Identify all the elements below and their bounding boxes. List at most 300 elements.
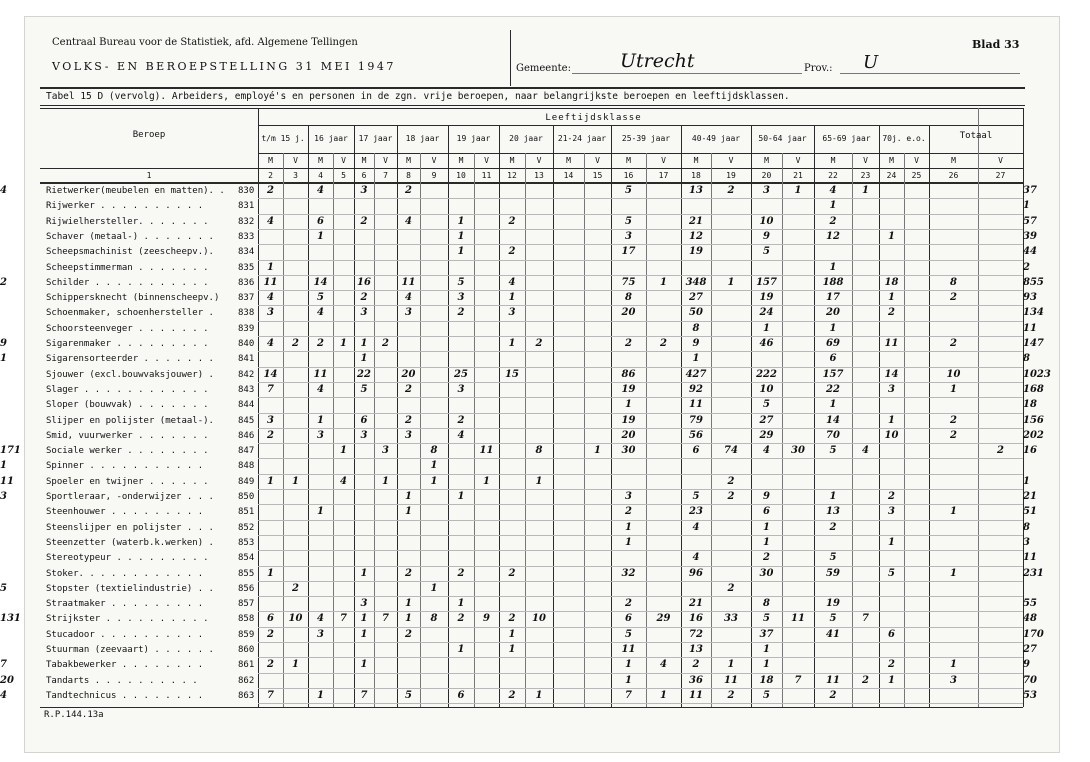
column-number: 21 (793, 171, 803, 180)
table-cell: 4 (317, 613, 324, 625)
prov-value: U (863, 52, 879, 73)
occupation-label: Tabakbewerker . . . . . . . . (46, 660, 204, 671)
sex-header: M (458, 156, 464, 165)
row-rule (258, 367, 1023, 368)
table-cell: 2 (625, 506, 632, 518)
table-cell: 4 (405, 215, 412, 227)
column-number: 12 (507, 171, 517, 180)
table-cell: 1 (888, 536, 895, 548)
table-cell: 1 (727, 659, 735, 671)
column-number: 24 (886, 171, 897, 180)
table-cell: 10 (884, 429, 899, 441)
table-cell: 8 (763, 598, 770, 610)
table-cell: 5 (457, 276, 465, 288)
number-rule (40, 168, 1023, 169)
table-cell: 6 (829, 353, 837, 365)
table-cell: 4 (0, 185, 7, 196)
table-cell: 2 (267, 429, 274, 441)
table-cell: 3 (950, 674, 957, 686)
table-cell: 1 (457, 644, 465, 655)
table-cell: 18 (759, 674, 774, 686)
table-cell: 5 (763, 399, 770, 411)
table-cell: 5 (692, 491, 700, 502)
table-cell: 3 (888, 383, 895, 395)
table-cell: 7 (794, 674, 802, 686)
table-cell: 1 (763, 644, 770, 655)
sex-header: V (914, 156, 919, 165)
table-cell: 188 (822, 276, 844, 288)
row-rule (258, 290, 1023, 291)
occupation-label: Sigarensorteerder . . . . . . . (46, 354, 214, 365)
age-group-rule (258, 125, 1023, 126)
sex-header: V (728, 156, 734, 165)
table-cell: 3 (317, 429, 324, 441)
table-cell: 2 (382, 338, 389, 349)
table-cell: 10 (288, 613, 303, 625)
table-cell: 1 (457, 598, 465, 610)
row-rule (258, 428, 1023, 429)
table-cell: 1 (457, 230, 465, 242)
row-rule (258, 627, 1023, 628)
table-cell: 4 (457, 429, 465, 441)
occupation-label: Sportleraar, -onderwijzer . . . (46, 492, 214, 502)
row-rule (258, 688, 1023, 689)
table-cell: 5 (360, 383, 368, 395)
occupation-code: 862 (238, 675, 255, 686)
table-cell: 2 (625, 338, 632, 349)
caption-bottom-rule (40, 105, 1025, 106)
table-cell: 1 (625, 536, 632, 548)
table-cell: 3 (0, 491, 7, 502)
table-cell: 11 (791, 613, 805, 625)
column-number: 22 (828, 171, 838, 180)
table-cell: 1 (829, 200, 837, 212)
table-cell: 4 (317, 383, 324, 395)
table-cell: 1 (625, 659, 632, 671)
occupation-label: Tandarts . . . . . . . . . . (46, 675, 198, 686)
table-cell: 16 (357, 276, 371, 288)
table-cell: 4 (763, 445, 770, 457)
age-group-header: 21-24 jaar (557, 134, 607, 143)
table-cell: 74 (724, 445, 738, 457)
table-cell: 1 (405, 506, 412, 518)
table-cell: 3 (508, 307, 516, 319)
row-rule (258, 443, 1023, 444)
table-cell: 2 (888, 307, 895, 319)
table-cell: 13 (826, 506, 840, 518)
table-cell: 17 (621, 246, 636, 258)
table-cell: 1 (862, 185, 869, 196)
table-cell: 348 (685, 276, 707, 288)
table-cell: 1 (405, 491, 412, 502)
table-cell: 1 (888, 414, 895, 426)
table-cell: 1 (763, 521, 770, 533)
occupation-label: Rietwerker(meubelen en matten). . (46, 186, 225, 196)
table-cell: 2 (508, 613, 516, 625)
sex-header: V (661, 156, 666, 165)
table-cell: 1 (535, 475, 543, 487)
table-cell: 1 (267, 475, 274, 487)
column-number: 11 (481, 171, 492, 180)
table-cell: 2 (829, 215, 837, 227)
table-cell: 1 (340, 338, 347, 349)
table-cell: 1 (317, 230, 324, 242)
table-cell: 7 (360, 689, 368, 701)
table-cell: 27 (689, 292, 703, 304)
row-rule (258, 474, 1023, 475)
occupation-label: Schoenmaker, schoenhersteller . (46, 308, 214, 319)
occupation-code: 840 (238, 339, 255, 349)
table-cell: 3 (763, 185, 770, 196)
sex-header: V (383, 156, 388, 165)
table-cell: 2 (405, 628, 412, 640)
row-rule (258, 535, 1023, 536)
table-cell: 2 (829, 689, 837, 701)
table-cell: 1 (405, 598, 412, 610)
table-cell: 7 (625, 689, 632, 701)
occupation-label: Sloper (bouwvak) . . . . . . . (46, 400, 209, 411)
table-cell: 1 (292, 659, 299, 671)
table-cell: 1 (660, 276, 667, 288)
occupation-code: 833 (238, 231, 255, 242)
table-cell: 3 (625, 491, 632, 502)
table-cell: 1 (360, 353, 368, 365)
table-cell: 2 (625, 598, 632, 610)
table-cell: 23 (689, 506, 703, 518)
sex-header: V (293, 156, 298, 165)
row-rule (258, 596, 1023, 597)
row-rule (258, 581, 1023, 582)
table-cell: 1 (430, 582, 438, 594)
occupation-code: 852 (238, 522, 255, 533)
table-caption: Tabel 15 D (vervolg). Arbeiders, employé's en personen in de zgn. vrije beroepen, naar belangrijkste beroepen en leeftijdsklassen. (46, 91, 790, 102)
occupation-label: Stoker. . . . . . . . . . . . (46, 568, 204, 579)
table-cell: 1 (0, 353, 7, 365)
sex-header: M (693, 156, 699, 165)
occupation-label: Slijper en polijster (metaal-). (46, 415, 214, 426)
table-cell: 6 (763, 506, 770, 518)
occupation-code: 842 (238, 369, 255, 380)
occupation-code: 857 (238, 599, 255, 610)
table-cell: 157 (822, 368, 844, 380)
occupation-code: 845 (238, 415, 255, 426)
occupation-code: 839 (238, 323, 255, 334)
column-number: 20 (761, 171, 772, 180)
table-cell: 4 (692, 521, 700, 533)
table-cell: 5 (888, 567, 895, 579)
table-cell: 30 (621, 445, 636, 457)
occupation-code: 854 (238, 553, 255, 564)
table-cell: 1 (763, 659, 770, 671)
table-cell: 11 (689, 689, 703, 701)
table-cell: 5 (829, 445, 837, 457)
table-cell: 4 (692, 552, 700, 564)
table-cell: 2 (508, 567, 516, 579)
table-cell: 222 (756, 368, 777, 380)
table-cell: 24 (759, 307, 774, 319)
table-cell: 2 (405, 567, 412, 579)
occupation-label: Sigarenmaker . . . . . . . . . (46, 339, 209, 349)
table-cell: 75 (621, 276, 636, 288)
table-cell: 1 (888, 674, 895, 686)
occupation-code: 844 (238, 400, 255, 411)
table-cell: 3 (267, 307, 274, 319)
table-cell: 1 (594, 445, 601, 457)
occupation-label: Steenhouwer . . . . . . . . . (46, 507, 204, 518)
age-group-header: t/m 15 j. (261, 134, 305, 143)
table-cell: 2 (267, 185, 274, 196)
table-cell: 17 (826, 292, 840, 304)
table-cell: 36 (689, 674, 703, 686)
table-cell: 2 (457, 307, 465, 319)
column-number: 16 (623, 171, 634, 180)
sex-header: M (830, 156, 836, 165)
row-rule (258, 351, 1023, 352)
table-cell: 69 (826, 338, 840, 349)
table-cell: 3 (405, 429, 412, 441)
table-cell: 10 (759, 215, 774, 227)
table-cell: 2 (508, 689, 516, 701)
occupation-code: 863 (238, 690, 255, 701)
occupation-code: 861 (238, 660, 255, 671)
row-rule (258, 611, 1023, 612)
table-cell: 1 (727, 276, 735, 288)
table-cell: 2 (0, 276, 7, 288)
occupation-label: Scheepstimmerman . . . . . . . (46, 262, 209, 273)
sex-header: V (998, 156, 1003, 165)
table-cell: 2 (660, 338, 667, 349)
column-number: 18 (691, 171, 701, 180)
occupation-code: 832 (238, 216, 255, 227)
table-cell: 6 (360, 414, 368, 426)
sex-header: M (318, 156, 323, 165)
table-cell: 18 (884, 276, 899, 288)
table-cell: 13 (689, 185, 703, 196)
occupation-code: 838 (238, 308, 255, 319)
table-cell: 19 (689, 246, 703, 258)
occupation-label: Spoeler en twijner . . . . . . (46, 476, 209, 487)
row-rule (258, 657, 1023, 658)
caption-top-rule (40, 87, 1025, 89)
table-cell: 14 (884, 368, 899, 380)
table-cell: 2 (457, 414, 465, 426)
row-rule (258, 275, 1023, 276)
sex-rule (258, 153, 1023, 154)
age-group-header: 18 jaar (405, 134, 440, 143)
sex-header: M (764, 156, 769, 165)
occupation-label: Steenslijper en polijster . . . (46, 522, 214, 533)
occupation-label: Rijwielhersteller. . . . . . . (46, 216, 209, 227)
table-cell: 4 (267, 338, 274, 349)
table-cell: 4 (660, 659, 667, 671)
table-cell: 3 (360, 598, 368, 610)
table-cell: 6 (457, 689, 465, 701)
table-cell: 3 (360, 307, 368, 319)
table-cell: 11 (689, 399, 703, 411)
occupation-code: 858 (238, 614, 255, 625)
table-cell: 427 (685, 368, 707, 380)
table-cell: 5 (829, 552, 837, 564)
table-cell: 19 (621, 414, 636, 426)
table-cell: 1 (763, 536, 770, 548)
table-cell: 22 (357, 368, 371, 380)
table-cell: 5 (625, 215, 632, 227)
census-title: VOLKS- EN BEROEPSTELLING 31 MEI 1947 (52, 60, 396, 73)
table-cell: 2 (727, 491, 735, 502)
column-number: 23 (860, 171, 871, 180)
column-number: 15 (592, 171, 603, 180)
table-cell: 7 (267, 383, 274, 395)
gemeente-underline (572, 73, 802, 74)
table-cell: 3 (267, 414, 274, 426)
table-cell: 21 (689, 598, 703, 610)
occupation-label: Stereotypeur . . . . . . . . . (46, 553, 209, 564)
table-cell: 2 (950, 414, 957, 426)
occupation-label: Schilder . . . . . . . . . . . (46, 277, 209, 288)
table-cell: 4 (340, 475, 347, 487)
table-cell: 20 (826, 307, 840, 319)
table-cell: 2 (727, 185, 735, 196)
column-number: 9 (431, 171, 437, 180)
table-cell: 9 (763, 491, 770, 502)
table-cell: 5 (317, 292, 324, 304)
table-cell: 7 (0, 659, 7, 671)
row-rule (258, 244, 1023, 245)
table-cell: 2 (405, 383, 412, 395)
table-cell: 25 (454, 368, 468, 380)
row-rule (258, 458, 1023, 459)
gemeente-label: Gemeente: (516, 63, 571, 74)
table-cell: 1 (405, 613, 412, 625)
table-cell: 10 (946, 368, 961, 380)
table-cell: 33 (724, 613, 738, 625)
occupation-code: 851 (238, 507, 255, 518)
table-cell: 2 (950, 292, 957, 304)
table-cell: 2 (508, 246, 516, 258)
table-cell: 1 (625, 674, 632, 686)
table-cell: 3 (360, 429, 368, 441)
occupation-label: Sociale werker . . . . . . . . (46, 446, 209, 457)
table-cell: 4 (317, 307, 324, 319)
table-cell: 3 (360, 185, 368, 196)
table-cell: 2 (862, 674, 869, 686)
occupation-code: 847 (238, 446, 255, 457)
column-number: 25 (911, 171, 922, 180)
table-cell: 22 (826, 383, 840, 395)
table-cell: 1 (508, 292, 516, 304)
table-cell: 6 (692, 445, 700, 457)
age-group-header: 17 jaar (358, 134, 393, 143)
sex-header: V (341, 156, 346, 165)
table-cell: 14 (826, 414, 840, 426)
table-cell: 13 (689, 644, 703, 655)
column-rule (584, 153, 585, 707)
table-cell: 19 (621, 383, 636, 395)
table-cell: 1 (625, 399, 632, 411)
row-rule (258, 382, 1023, 383)
table-cell: 8 (950, 276, 957, 288)
occupation-code: 831 (238, 201, 255, 212)
row-rule (258, 504, 1023, 505)
table-cell: 2 (888, 491, 895, 502)
table-cell: 157 (756, 276, 777, 288)
occupation-label: Straatmaker . . . . . . . . . (46, 599, 204, 610)
table-cell: 1 (267, 567, 274, 579)
column-number: 5 (341, 171, 346, 180)
table-cell: 27 (759, 414, 774, 426)
table-cell: 1 (267, 261, 274, 273)
table-cell: 1 (360, 659, 368, 671)
totaal-header: Totaal (959, 131, 993, 141)
table-cell: 56 (689, 429, 703, 441)
table-cell: 3 (405, 307, 412, 319)
row-rule (258, 321, 1023, 322)
age-group-header: 50-64 jaar (758, 134, 807, 143)
table-cell: 3 (625, 230, 632, 242)
occupation-label: Stopster (textielindustrie) . . (46, 583, 214, 594)
occupation-label: Slager . . . . . . . . . . . . (46, 384, 209, 395)
table-cell: 1 (360, 613, 368, 625)
table-cell: 1 (317, 689, 324, 701)
table-cell: 11 (621, 644, 636, 655)
occupation-code: 843 (238, 384, 255, 395)
table-cell: 11 (313, 368, 328, 380)
occupation-label: Schoorsteenveger . . . . . . . (46, 323, 209, 334)
sex-header: V (431, 156, 437, 165)
table-cell: 4 (862, 445, 869, 457)
table-cell: 4 (317, 185, 324, 196)
column-number: 19 (726, 171, 736, 180)
table-cell: 4 (405, 292, 412, 304)
table-cell: 59 (826, 567, 840, 579)
table-cell: 11 (263, 276, 278, 288)
table-cell: 1 (382, 475, 389, 487)
sex-header: M (509, 156, 515, 165)
table-cell: 8 (535, 445, 543, 457)
table-cell: 92 (689, 383, 703, 395)
table-cell: 3 (457, 292, 465, 304)
occupation-label: Spinner . . . . . . . . . . . (46, 461, 204, 472)
table-cell: 1 (457, 246, 465, 258)
row-rule (258, 336, 1023, 337)
age-group-header: 16 jaar (314, 134, 348, 143)
table-cell: 4 (829, 185, 837, 196)
table-cell: 1 (950, 383, 957, 395)
row-rule (258, 520, 1023, 521)
table-cell: 5 (405, 689, 412, 701)
table-cell: 1 (360, 338, 368, 349)
row-rule (258, 397, 1023, 398)
column-number: 13 (534, 171, 544, 180)
occupation-code: 848 (238, 461, 255, 472)
table-cell: 41 (826, 628, 840, 640)
age-group-header: 65-69 jaar (822, 134, 871, 143)
table-cell: 4 (267, 292, 274, 304)
age-group-header: 20 jaar (509, 134, 543, 143)
table-cell: 1 (430, 475, 438, 487)
table-cell: 2 (267, 628, 274, 640)
table-cell: 5 (763, 246, 770, 258)
occupation-label: Schaver (metaal-) . . . . . . . (46, 231, 214, 242)
table-cell: 32 (621, 567, 636, 579)
column-number: 27 (995, 171, 1006, 180)
header-divider (510, 30, 511, 86)
table-cell: 10 (532, 613, 546, 625)
occupation-code: 859 (238, 629, 255, 640)
table-cell: 8 (625, 292, 632, 304)
table-cell: 11 (0, 475, 14, 487)
column-number: 10 (456, 171, 466, 180)
